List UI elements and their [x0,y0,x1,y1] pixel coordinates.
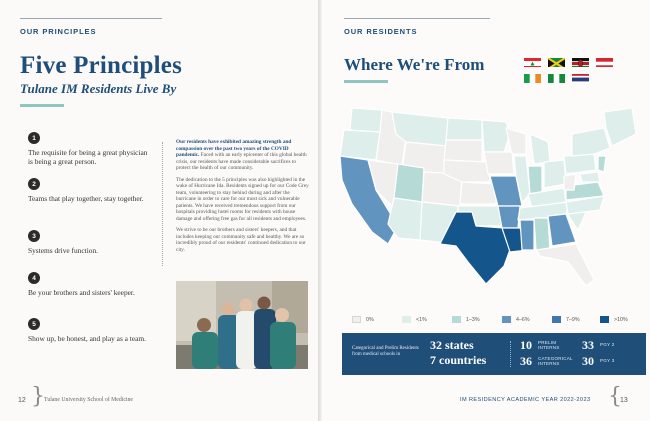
state-new-jersey [598,156,606,172]
state-florida [536,244,594,286]
map-title-underline [344,80,388,83]
body-paragraph-2: The dedication to the 5 principles was also highlighted in the wake of Hurricane Ida. Residents signed up for our Code Grey team, volunteering to stay behind during and after the hurricane in order to care for our most sick and vulnerable patients. We have received tremendous support from our hospitals providing hotel rooms for residents with house damage and offering free gas for all residents and employees. [176,176,309,222]
legend-label: <1% [416,316,427,323]
state-ohio [544,160,566,188]
principle-text: Be your brothers and sisters' keeper. [28,288,135,297]
state-new-england [604,108,636,146]
legend-swatch [552,316,561,323]
body-paragraph-3: We strive to be our brothers and sisters' keepers, and that includes keeping our community safe and healthy. We are so incredibly proud of our residents' continued dedication to our city. [176,227,306,253]
principle-number: 4 [28,272,40,284]
body-lead: Our residents have exhibited amazing strength and compassion over the past two years of the COVID pandemic. [176,139,292,158]
principle-text: Systems drive function. [28,246,98,255]
body-paragraph-1 [176,139,310,172]
legend-swatch [452,316,461,323]
principle-number: 2 [28,178,40,190]
state-oregon [340,130,380,160]
categorical-interns-label-2: INTERNS [538,361,560,366]
residents-stats-bar [342,333,646,375]
column-divider [162,142,163,266]
principle-item-3 [28,230,148,255]
state-maryland [580,172,600,182]
legend-item-2 [452,313,480,326]
map-legend [344,313,642,326]
stats-divider [510,341,511,367]
ireland-flag-icon [524,72,541,83]
legend-item-1 [402,313,427,326]
state-south-dakota [444,140,482,162]
us-map-svg [336,94,640,300]
footer-brace-icon: } [31,384,45,409]
legend-label: >10% [614,316,628,323]
right-page [322,0,650,421]
principle-item-4 [28,272,148,297]
legend-item-4 [552,313,580,326]
residents-group-photo [176,281,308,369]
body-lead-rest: Faced with an early epicenter of this global health crisis, our residents have made considerable sacrifices to protect the health of our community. [176,152,307,171]
state-west-virginia [564,174,576,190]
page-subtitle: Tulane IM Residents Live By [20,81,177,96]
state-kansas [460,182,496,204]
jamaica-flag-icon [548,56,565,67]
legend-swatch [600,316,609,323]
principle-number: 3 [28,230,40,242]
principle-item-2 [28,178,148,203]
state-arkansas [498,206,520,228]
prelim-interns-label-1: PRELIM [538,340,557,345]
state-mississippi [520,220,534,250]
pgy2-count: 33 [582,338,594,352]
map-title: Where We're From [344,55,485,74]
legend-label: 7–9% [566,316,580,323]
page-title: Five Principles [20,52,182,79]
footer-publication: Tulane University School of Medicine [44,397,133,403]
stats-countries: 7 countries [430,353,487,367]
stats-states: 32 states [430,338,474,352]
footer-page-number: 13 [620,397,628,404]
state-michigan [530,134,550,164]
thailand-flag-icon [572,72,589,83]
state-north-dakota [446,118,482,140]
photo-illustration [176,281,308,369]
stats-caption: Categorical and Prelim Residents from medical schools in [352,346,419,358]
legend-item-5 [600,313,628,326]
legend-item-0 [352,313,374,326]
top-rule [344,18,490,19]
pgy3-label: PGY 3 [600,358,615,363]
principle-item-5 [28,318,148,343]
state-washington [350,108,382,132]
kenya-flag-icon [572,56,589,67]
section-label-residents: OUR RESIDENTS [344,27,418,36]
us-residents-map [336,94,640,300]
state-new-york [572,128,610,156]
principle-text: Show up, be honest, and play as a team. [28,334,147,343]
prelim-interns-count: 10 [520,338,532,352]
state-utah [394,164,424,202]
legend-item-3 [502,313,530,326]
categorical-interns-count: 36 [520,354,532,368]
principle-item-1 [28,132,148,167]
legend-label: 4–6% [516,316,530,323]
state-indiana [528,166,542,194]
legend-swatch [352,316,361,323]
state-wisconsin [506,128,526,154]
body-text-column [176,139,310,258]
top-rule [20,18,162,19]
pgy2-label: PGY 2 [600,342,615,347]
categorical-interns-label-1: CATEGORICAL [538,356,573,361]
principle-number: 1 [28,132,40,144]
state-minnesota [482,120,510,152]
legend-swatch [402,316,411,323]
nigeria-flag-icon [548,72,565,83]
legend-label: 0% [366,316,374,323]
prelim-interns-label-2: INTERNS [538,345,560,350]
title-underline [20,104,64,107]
austria-flag-icon [596,56,613,67]
section-label-principles: OUR PRINCIPLES [20,27,97,36]
state-alabama [534,218,550,250]
principle-text: The requisite for being a great physician is being a great person. [28,148,148,167]
lebanon-flag-icon [524,56,541,67]
principle-text: Teams that play together, stay together. [28,194,144,203]
pgy3-count: 30 [582,354,594,368]
left-page [0,0,320,421]
principle-number: 5 [28,318,40,330]
legend-label: 1–3% [466,316,480,323]
state-iowa [484,152,514,174]
footer-brace-icon: { [608,384,622,409]
legend-swatch [502,316,511,323]
state-pennsylvania [564,154,596,174]
footer-academic-year: IM RESIDENCY ACADEMIC YEAR 2022-2023 [460,397,591,403]
footer-page-number: 12 [18,397,26,404]
